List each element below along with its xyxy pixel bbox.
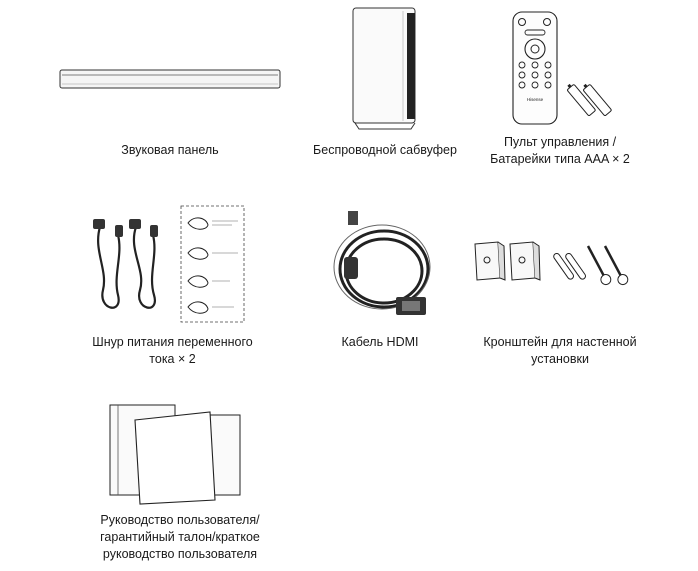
remote-illustration bbox=[505, 8, 615, 130]
caption-subwoofer: Беспроводной сабвуфер bbox=[313, 143, 457, 157]
caption-manuals: Руководство пользователя/ гарантийный талон/краткое руководство пользователя bbox=[100, 513, 260, 561]
caption-remote: Пульт управления / Батарейки типа AAA × 2 bbox=[490, 135, 630, 166]
plug-types-box bbox=[180, 205, 245, 323]
caption-soundbar: Звуковая панель bbox=[121, 143, 219, 157]
subwoofer-illustration bbox=[345, 5, 425, 131]
remote-brand-label: Hisense bbox=[526, 97, 544, 102]
hdmi-cable-illustration bbox=[322, 205, 440, 323]
soundbar-illustration bbox=[55, 64, 285, 94]
caption-power-cord: Шнур питания переменного тока × 2 bbox=[92, 335, 253, 366]
caption-wall-mount: Кронштейн для настенной установки bbox=[483, 335, 637, 366]
power-cord-illustration bbox=[88, 215, 173, 320]
manuals-illustration bbox=[100, 400, 250, 505]
caption-hdmi: Кабель HDMI bbox=[341, 335, 419, 349]
wall-mount-illustration bbox=[470, 236, 650, 291]
